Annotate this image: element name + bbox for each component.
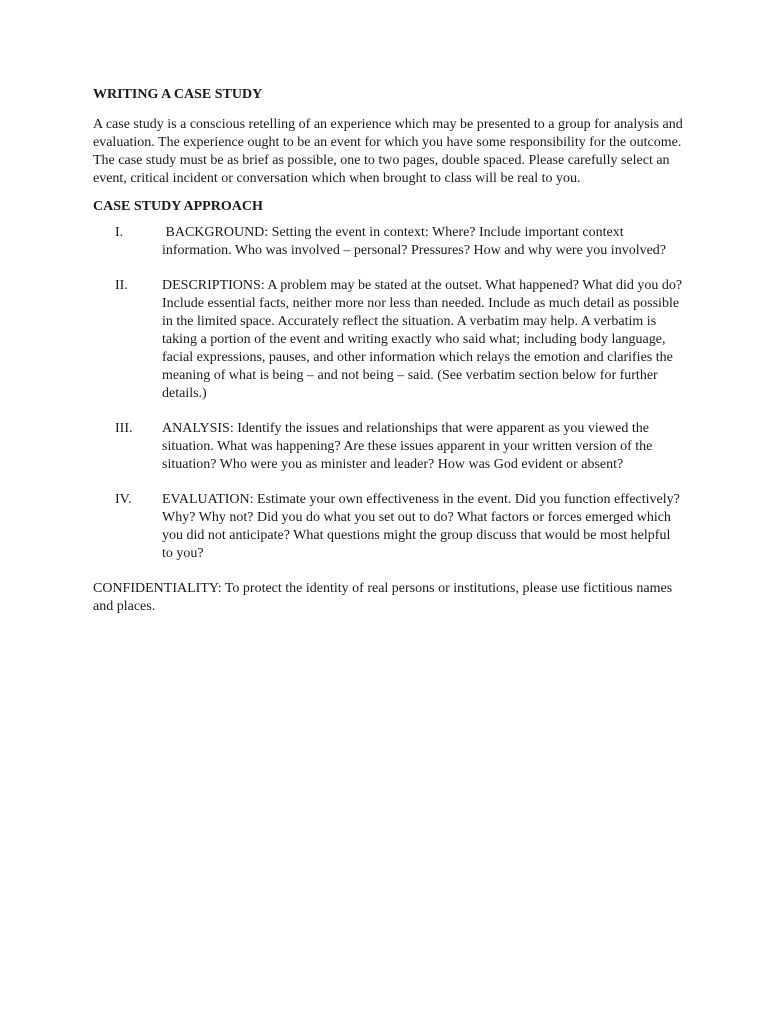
document-title: WRITING A CASE STUDY bbox=[93, 87, 263, 102]
section-descriptions bbox=[93, 277, 683, 403]
section-numeral: II. bbox=[115, 278, 128, 293]
section-text: ANALYSIS: Identify the issues and relationships that were apparent as you viewed the situation. What was happening? Are these issues apparent in your written version of the situation? Who were you as minister and leader? How was God evident or absent? bbox=[162, 421, 653, 472]
section-analysis bbox=[93, 420, 683, 474]
section-text: EVALUATION: Estimate your own effectiveness in the event. Did you function effectively? Why? Why not? Did you do what you set out to do? What factors or forces emerged which you did not anticipate? What questions might the group discuss that would be most helpful to you? bbox=[162, 492, 680, 561]
confidentiality-paragraph: CONFIDENTIALITY: To protect the identity of real persons or institutions, please use fictitious names and places. bbox=[93, 581, 673, 614]
document-page bbox=[93, 86, 683, 616]
section-numeral: IV. bbox=[115, 492, 132, 507]
section-numeral: III. bbox=[115, 421, 133, 436]
intro-paragraph: A case study is a conscious retelling of an experience which may be presented to a group for analysis and evaluation. The experience ought to be an event for which you have some responsibility for the outcome. The case study must be as brief as possible, one to two pages, double spaced. Please carefully select an event, critical incident or conversation which when brought to class will be real to you. bbox=[93, 117, 683, 186]
section-text: BACKGROUND: Setting the event in context: Where? Include important context information. Who was involved – personal? Pressures? How and why were you involved? bbox=[162, 225, 667, 258]
section-background bbox=[93, 224, 683, 260]
section-evaluation bbox=[93, 491, 683, 563]
approach-sections bbox=[93, 224, 683, 563]
approach-heading: CASE STUDY APPROACH bbox=[93, 199, 263, 214]
section-text: DESCRIPTIONS: A problem may be stated at the outset. What happened? What did you do? Include essential facts, neither more nor less than needed. Include as much detail as possible in the limited space. Accurately reflect the situation. A verbatim may help. A verbatim is taking a portion of the event and writing exactly who said what; including body language, facial expressions, pauses, and other information which relays the emotion and clarifies the meaning of what is being – and not being – said. (See verbatim section below for further details.) bbox=[162, 278, 683, 401]
section-numeral: I. bbox=[115, 225, 124, 240]
